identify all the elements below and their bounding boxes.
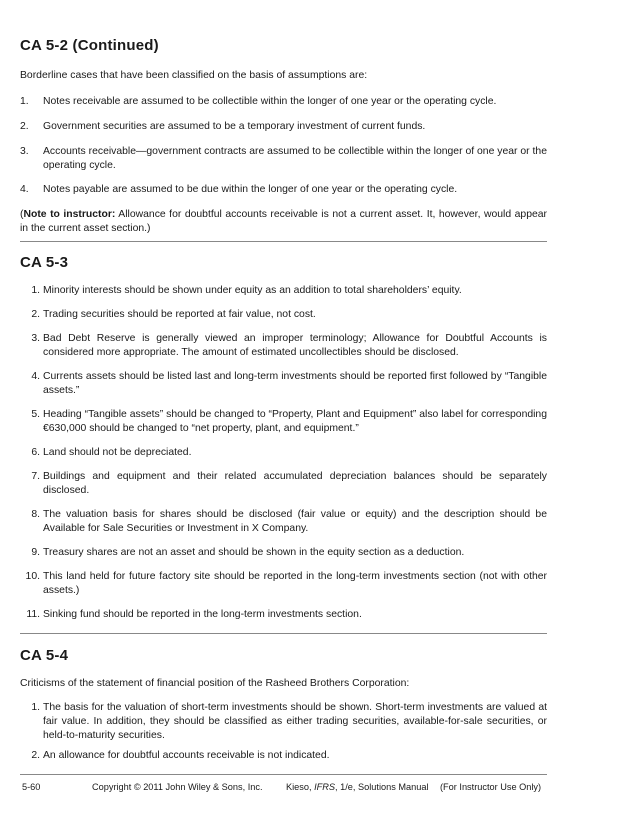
book-title: IFRS (314, 782, 336, 792)
section-divider (20, 241, 547, 242)
item-number: 7. (31, 471, 40, 482)
page-number: 5-60 (22, 782, 41, 792)
item-number: 4. (31, 371, 40, 382)
item-number: 6. (31, 447, 40, 458)
item-text: Notes receivable are assumed to be collectible within the longer of one year or the operating cycle. (43, 96, 497, 107)
section-heading-ca-5-3: CA 5-3 (20, 254, 69, 271)
item-number: 9. (31, 547, 40, 558)
item-number: 2. (20, 121, 29, 132)
item-number: 2. (31, 309, 40, 320)
item-text: Notes payable are assumed to be due within the longer of one year or the operating cycle. (43, 184, 458, 195)
item-text: Land should not be depreciated. (43, 447, 192, 458)
instructor-note (20, 208, 547, 236)
item-text: Heading “Tangible assets” should be changed to “Property, Plant and Equipment” also label for corresponding €630,000 should be changed to “net property, plant, and equipment.” (43, 409, 547, 434)
item-text: Sinking fund should be reported in the long-term investments section. (43, 609, 362, 620)
item-text: Trading securities should be reported at fair value, not cost. (43, 309, 316, 320)
note-label: Note to instructor: (23, 209, 116, 220)
section-divider (20, 633, 547, 634)
item-number: 1. (31, 285, 40, 296)
book-reference (286, 781, 429, 793)
item-text: Bad Debt Reserve is generally viewed an improper terminology; Allowance for Doubtful Accounts is considered more appropriate. The amount of estimated uncollectibles should be disclosed. (43, 333, 547, 358)
item-text: Government securities are assumed to be a temporary investment of current funds. (43, 121, 426, 132)
section-heading-ca-5-4: CA 5-4 (20, 647, 69, 664)
item-text: This land held for future factory site should be reported in the long-term investments section (not with other assets.) (43, 571, 547, 596)
item-text: Treasury shares are not an asset and should be shown in the equity section as a deduction. (43, 547, 465, 558)
item-number: 4. (20, 184, 29, 195)
item-number: 10. (25, 571, 40, 582)
book-prefix: Kieso, (286, 782, 315, 792)
footer-divider (20, 774, 547, 775)
note-text: Allowance for doubtful accounts receivable is not a current asset. It, however, would appear in the current asset section.) (20, 209, 547, 234)
note-open-paren: ( (20, 209, 24, 220)
section-heading-ca-5-2: CA 5-2 (Continued) (20, 37, 159, 54)
ca-5-4-intro: Criticisms of the statement of financial position of the Rasheed Brothers Corporation: (20, 678, 410, 689)
item-number: 5. (31, 409, 40, 420)
item-number: 1. (31, 702, 40, 713)
item-number: 11. (26, 609, 40, 620)
item-text: Minority interests should be shown under equity as an addition to total shareholders’ equity. (43, 285, 462, 296)
item-text: Accounts receivable—government contracts are assumed to be collectible within the longer of one year or the operating cycle. (43, 146, 547, 171)
item-number: 2. (31, 750, 40, 761)
item-text: The valuation basis for shares should be disclosed (fair value or equity) and the description should be Available for Sale Securities or Investment in X Company. (43, 509, 547, 534)
item-number: 3. (31, 333, 40, 344)
item-text: The basis for the valuation of short-term investments should be shown. Short-term investments are valued at fair value. In addition, they should be classified as either trading securities, available-for-sale securities, or held-to-maturity securities. (43, 702, 547, 741)
book-suffix: , 1/e, Solutions Manual (335, 782, 429, 792)
ca-5-2-intro: Borderline cases that have been classified on the basis of assumptions are: (20, 70, 368, 81)
item-text: Buildings and equipment and their related accumulated depreciation balances should be separately disclosed. (43, 471, 547, 496)
copyright-text: Copyright © 2011 John Wiley & Sons, Inc. (92, 782, 263, 792)
item-text: Currents assets should be listed last and long-term investments should be reported first followed by “Tangible assets.” (43, 371, 547, 396)
item-number: 3. (20, 146, 29, 157)
item-number: 1. (20, 96, 29, 107)
instructor-use-note: (For Instructor Use Only) (440, 782, 542, 792)
item-text: An allowance for doubtful accounts receivable is not indicated. (43, 750, 330, 761)
item-number: 8. (31, 509, 40, 520)
